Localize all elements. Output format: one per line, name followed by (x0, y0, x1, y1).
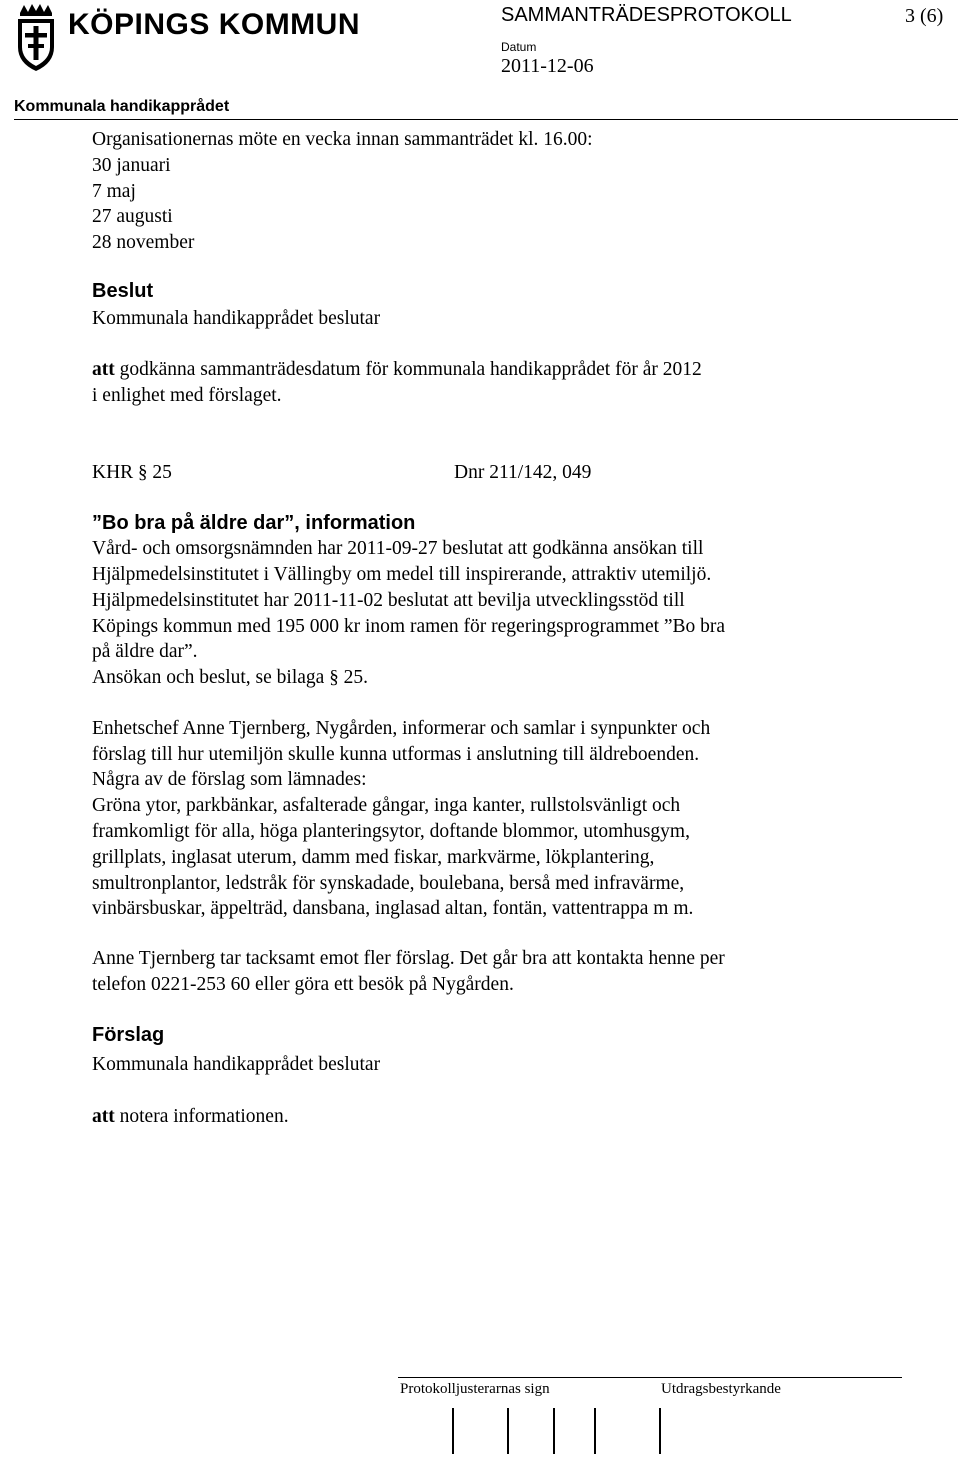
signature-box-divider (659, 1408, 661, 1454)
document-type: SAMMANTRÄDESPROTOKOLL (501, 4, 792, 26)
paragraph-line: telefon 0221-253 60 eller göra ett besök på Nygården. (92, 974, 514, 995)
attachment-number: 25. (343, 667, 368, 688)
committee-name: Kommunala handikapprådet (14, 98, 230, 115)
paragraph-line: smultronplantor, ledstråk för synskadade, boulebana, berså med infravärme, (92, 873, 685, 894)
paragraph-line: förslag till hur utemiljön skulle kunna utformas i anslutning till äldreboenden. (92, 744, 700, 765)
section-sign: § (329, 667, 339, 688)
signature-label: Protokolljusterarnas sign (400, 1381, 550, 1397)
page-number: 3 (6) (905, 5, 944, 27)
decision-text-line: godkänna sammanträdesdatum för kommunala handikapprådet för år 2012 (119, 359, 702, 380)
signature-box-divider (553, 1408, 555, 1454)
title-text: Bo bra på äldre dar (102, 512, 285, 534)
proposal-text (92, 1104, 289, 1130)
footer-divider (398, 1377, 902, 1378)
organization-name: KÖPINGS KOMMUN (68, 8, 360, 41)
decision-decider: Kommunala handikapprådet beslutar (92, 308, 381, 329)
paragraph-line: på äldre dar”. (92, 641, 198, 662)
section-sign: § (138, 462, 148, 483)
title-open-quote: ” (92, 512, 102, 534)
meeting-date: 27 augusti (92, 206, 173, 227)
signature-box-divider (452, 1408, 454, 1454)
date-value: 2011-12-06 (501, 55, 594, 77)
paragraph-line: Hjälpmedelsinstitutet i Vällingby om medel till inspirerande, attraktiv utemiljö. (92, 564, 712, 585)
meeting-date: 30 januari (92, 155, 171, 176)
paragraph-line: Köpings kommun med 195 000 kr inom ramen för regeringsprogrammet ”Bo bra (92, 616, 726, 637)
extract-certification-label: Utdragsbestyrkande (661, 1381, 781, 1397)
municipality-crest-logo (14, 3, 58, 73)
attachment-text: Ansökan och beslut, se bilaga (92, 667, 325, 688)
meeting-date: 28 november (92, 232, 195, 253)
att-keyword: att (92, 359, 115, 380)
meeting-date: 7 maj (92, 181, 136, 202)
paragraph-line: Några av de förslag som lämnades: (92, 769, 367, 790)
proposal-heading: Förslag (92, 1024, 165, 1046)
signature-box-divider (594, 1408, 596, 1454)
paragraph-line: Vård- och omsorgsnämnden har 2011-09-27 beslutat att godkänna ansökan till (92, 538, 704, 559)
attachment-reference (92, 665, 368, 691)
title-suffix: , information (294, 512, 416, 534)
section-title (92, 510, 415, 536)
intro-line: Organisationernas möte en vecka innan sammanträdet kl. 16.00: (92, 129, 593, 150)
paragraph-line: Hjälpmedelsinstitutet har 2011-11-02 beslutat att bevilja utvecklingsstöd till (92, 590, 685, 611)
section-number: 25 (152, 462, 172, 483)
paragraph-line: Gröna ytor, parkbänkar, asfalterade gångar, inga kanter, rullstolsvänligt och (92, 795, 681, 816)
signature-box-divider (507, 1408, 509, 1454)
proposal-text-line: notera informationen. (119, 1106, 289, 1127)
paragraph-line: Enhetschef Anne Tjernberg, Nygården, informerar och samlar i synpunkter och (92, 718, 711, 739)
att-keyword: att (92, 1106, 115, 1127)
decision-text-line: i enlighet med förslaget. (92, 385, 282, 406)
paragraph-line: framkomligt för alla, höga planteringsytor, doftande blommor, utomhusgym, (92, 821, 690, 842)
header-divider (14, 119, 958, 120)
paragraph-line: vinbärsbuskar, äppelträd, dansbana, inglasad altan, fontän, vattentrappa m m. (92, 898, 694, 919)
decision-heading: Beslut (92, 280, 154, 302)
proposal-decider: Kommunala handikapprådet beslutar (92, 1054, 381, 1075)
date-label: Datum (501, 40, 537, 54)
decision-text (92, 357, 702, 383)
paragraph-line: grillplats, inglasat uterum, damm med fiskar, markvärme, lökplantering, (92, 847, 655, 868)
khr-label: KHR (92, 462, 134, 483)
paragraph-line: Anne Tjernberg tar tacksamt emot fler förslag. Det går bra att kontakta henne per (92, 948, 725, 969)
section-reference (92, 460, 172, 486)
title-close-quote: ” (284, 512, 295, 534)
dnr-number: Dnr 211/142, 049 (454, 462, 592, 483)
